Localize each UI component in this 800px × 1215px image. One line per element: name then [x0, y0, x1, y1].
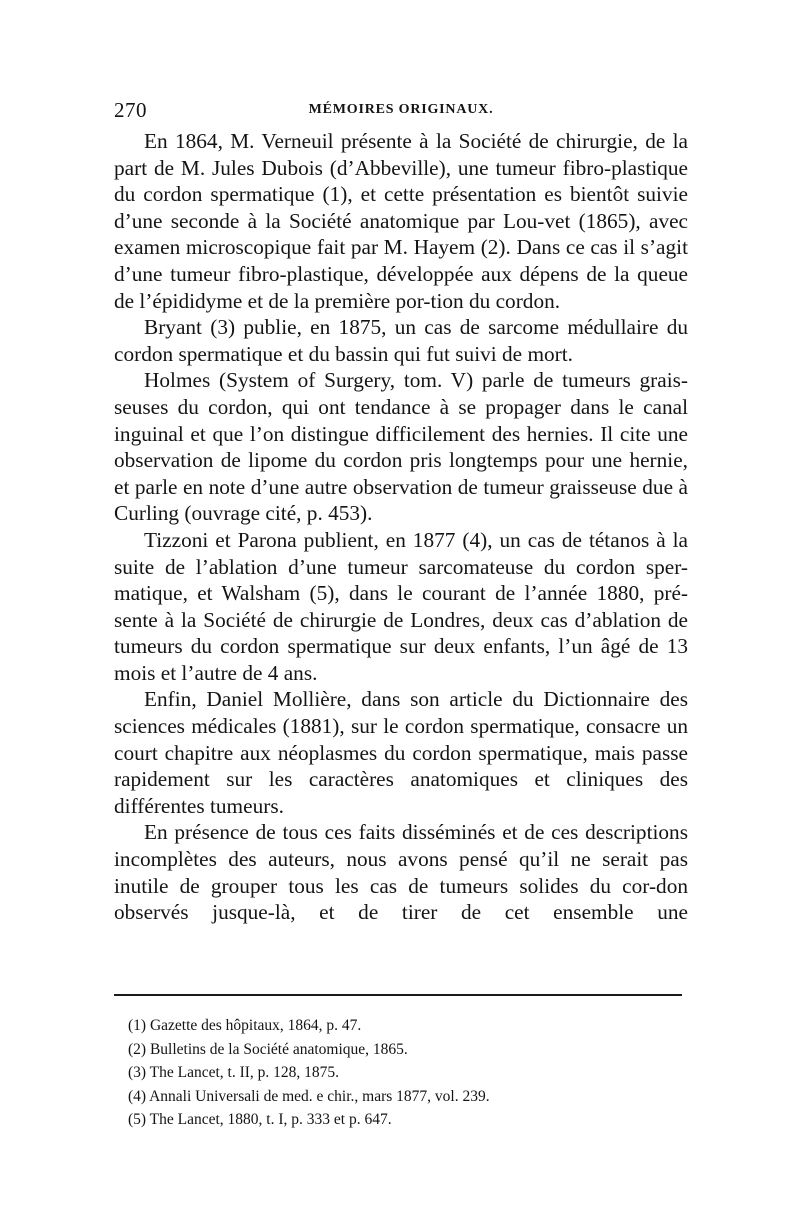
- paragraph: Tizzoni et Parona publient, en 1877 (4), un cas de tétanos à la suite de l’ablation d’une tumeur sarcomateuse du cordon sper-matique, et Walsham (5), dans le courant de l’année 1880, pré-sente à la Société de chirurgie de Londres, deux cas d’ablation de tumeurs du cordon spermatique sur deux enfants, l’un âgé de 13 mois et l’autre de 4 ans.: [114, 527, 688, 685]
- footnote: (5) The Lancet, 1880, t. I, p. 333 et p. 647.: [128, 1111, 392, 1129]
- footnote: (1) Gazette des hôpitaux, 1864, p. 47.: [128, 1017, 362, 1034]
- running-title: MÉMOIRES ORIGINAUX.: [308, 102, 494, 117]
- footnote: (3) The Lancet, t. II, p. 128, 1875.: [128, 1064, 340, 1082]
- footnote: (2) Bulletins de la Société anatomique, 1865.: [128, 1040, 408, 1058]
- body-text: [114, 128, 688, 926]
- paragraph: Bryant (3) publie, en 1875, un cas de sarcome médullaire du cordon spermatique et du bassin qui fut suivi de mort.: [114, 315, 688, 366]
- paragraph: Enfin, Daniel Mollière, dans son article du Dictionnaire des sciences médicales (1881), sur le cordon spermatique, consacre un court chapitre aux néoplasmes du cordon spermatique, mais passe rapidement sur les caractères anatomiques et cliniques des différentes tumeurs.: [114, 687, 688, 818]
- footnote-rule: [114, 994, 682, 996]
- paragraph: Holmes (System of Surgery, tom. V) parle de tumeurs grais-seuses du cordon, qui ont tendance à se propager dans le canal inguinal et que l’on distingue difficilement des hernies. Il cite une observation de lipome du cordon pris longtemps pour une hernie, et parle en note d’une autre observation de tumeur graisseuse due à Curling (ouvrage cité, p. 453).: [114, 368, 688, 526]
- running-head: [114, 98, 688, 126]
- paragraph-last: En présence de tous ces faits disséminés et de ces descriptions incomplètes des auteurs, nous avons pensé qu’il ne serait pas inutile de grouper tous les cas de tumeurs solides du cor-don observés jusque-là, et de tirer de cet ensemble une: [114, 820, 688, 925]
- paragraph: En 1864, M. Verneuil présente à la Société de chirurgie, de la part de M. Jules Dubois (d’Abbeville), une tumeur fibro-plastique du cordon spermatique (1), et cette présentation es bientôt suivie d’une seconde à la Société anatomique par Lou-vet (1865), avec examen microscopique fait par M. Hayem (2). Dans ce cas il s’agit d’une tumeur fibro-plastique, développée aux dépens de la queue de l’épididyme et de la première por-tion du cordon.: [114, 129, 688, 313]
- footnote: (4) Annali Universali de med. e chir., mars 1877, vol. 239.: [128, 1087, 490, 1105]
- page-number: 270: [114, 98, 147, 122]
- footnotes: [128, 1014, 688, 1132]
